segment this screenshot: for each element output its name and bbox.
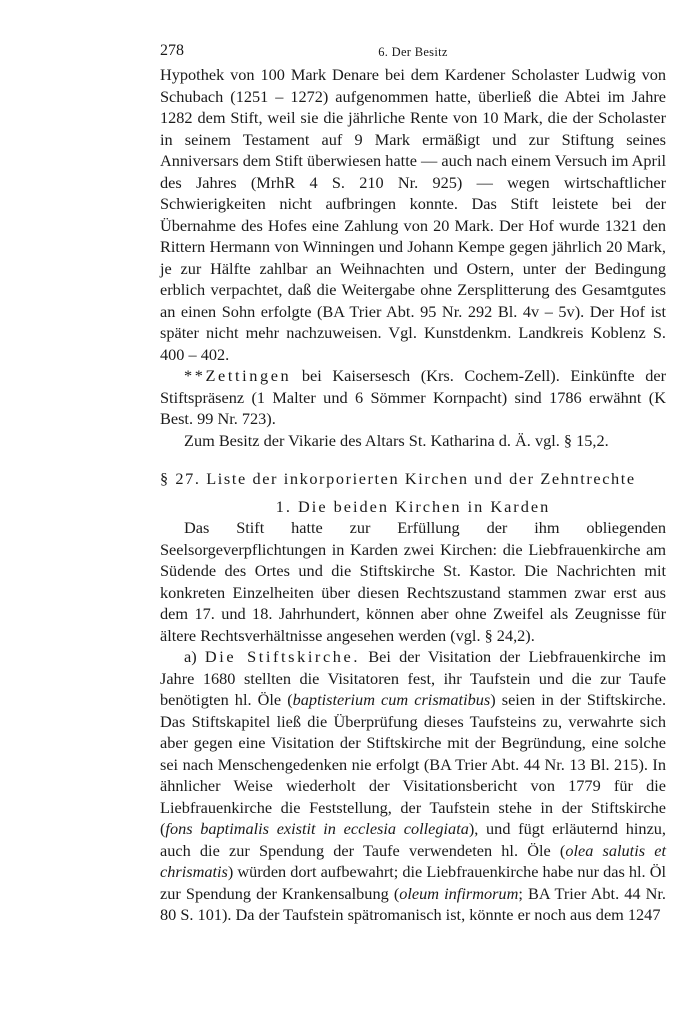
running-head: 6. Der Besitz xyxy=(378,45,448,59)
page-header xyxy=(160,40,666,64)
latin-quote: olea salutis et chrismatis xyxy=(160,840,666,881)
text-run: ; BA Trier Abt. 44 Nr. 80 S. 101). Da der Taufstein spätromanisch ist, könnte er noch aus dem 1247 xyxy=(160,883,666,924)
paragraph-intro: Das Stift hatte zur Erfüllung der ihm obliegenden Seelsorgeverpflichtungen in Karden zwei Kirchen: die Liebfrauenkirche am Südende des Ortes und die Stiftskirche St. Kastor. Die Nachrichten mit konkreten Einzelheiten über diesen Rechtszustand stammen zwar erst aus dem 17. und 18. Jahrhundert, können aber ohne Zweifel als Zeugnisse für ältere Rechtsverhältnisse angesehen werden (vgl. § 24,2). xyxy=(160,518,666,645)
item-marker: a) xyxy=(184,647,205,666)
page-number: 278 xyxy=(160,42,184,59)
paragraph-zettingen-text: bei Kaisersesch (Krs. Cochem-Zell). Einkünfte der Stiftspräsenz (1 Malter und 6 Sömmer Kornpacht) sind 1786 erwähnt (K Best. 99 Nr. 723). xyxy=(160,366,666,428)
paragraph-stiftskirche xyxy=(160,646,666,926)
latin-quote: fons baptimalis existit in ecclesia collegiata xyxy=(165,819,469,838)
latin-quote: oleum infirmorum xyxy=(399,883,519,903)
section-heading: § 27. Liste der inkorporierten Kirchen und der Zehntrechte xyxy=(160,469,636,488)
place-name-zettingen: **Zettingen xyxy=(184,366,292,385)
text-run: Bei der Visitation der Liebfrauenkirche im Jahre 1680 stellten die Visitatoren fest, ihr Taufstein und die zur Taufe benötigten hl. Öle ( xyxy=(160,647,667,709)
latin-quote: baptisterium cum crismatibus xyxy=(292,690,491,709)
paragraph-continuation: Hypothek von 100 Mark Denare bei dem Kardener Scholaster Ludwig von Schubach (1251 – 1272) aufgenommen hatte, überließ die Abtei im Jahre 1282 dem Stift, weil sie die jährliche Rente von 10 Mark, die der Scholaster in seinem Testament auf 9 Mark ermäßigt und zur Stiftung seines Anniversars dem Stift überwiesen hatte — auch nach einem Versuch im April des Jahres (MrhR 4 S. 210 Nr. 925) — wegen wirtschaftlicher Schwierigkeiten nicht aufbringen konnte. Das Stift leistete bei der Übernahme des Hofes eine Zahlung von 20 Mark. Der Hof wurde 1321 den Rittern Hermann von Winningen und Johann Kempe gegen jährlich 20 Mark, je zur Hälfte zahlbar an Weihnachten und Ostern, unter der Bedingung erblich verpachtet, daß die Weitergabe ohne Zersplitterung des Gesamtgutes an einen Sohn erfolgte (BA Trier Abt. 95 Nr. 292 Bl. 4v – 5v). Der Hof ist später nicht mehr nachzuweisen. Vgl. Kunstdenkm. Landkreis Koblenz S. 400 – 402. xyxy=(160,65,666,364)
text-run: ) seien in der Stiftskirche. Das Stiftskapitel ließ die Überprüfung dieses Taufsteins zu, verwahrte sich aber gegen eine Visitation der Stiftskirche mit der Begründung, eine solche sei nach Menschengedenken nie erfolgt (BA Trier Abt. 44 Nr. 13 Bl. 215). In ähnlicher Weise wiederholt der Visitationsbericht von 1779 für die Liebfrauenkirche die Feststellung, der Taufstein stehe in der Stiftskirche ( xyxy=(160,690,667,838)
paragraph-zettingen xyxy=(160,365,666,430)
document-page xyxy=(160,40,666,926)
paragraph-vikarie: Zum Besitz der Vikarie des Altars St. Katharina d. Ä. vgl. § 15,2. xyxy=(184,430,609,450)
text-run: ), und fügt erläuternd hinzu, auch die zur Spendung der Taufe verwendeten hl. Öle ( xyxy=(160,819,667,860)
item-heading: Die Stiftskirche. xyxy=(204,647,361,666)
subsection-heading: 1. Die beiden Kirchen in Karden xyxy=(275,496,551,516)
text-run: ) würden dort aufbewahrt; die Liebfrauenkirche habe nur das hl. Öl zur Spendung der Krankensalbung ( xyxy=(160,862,666,903)
